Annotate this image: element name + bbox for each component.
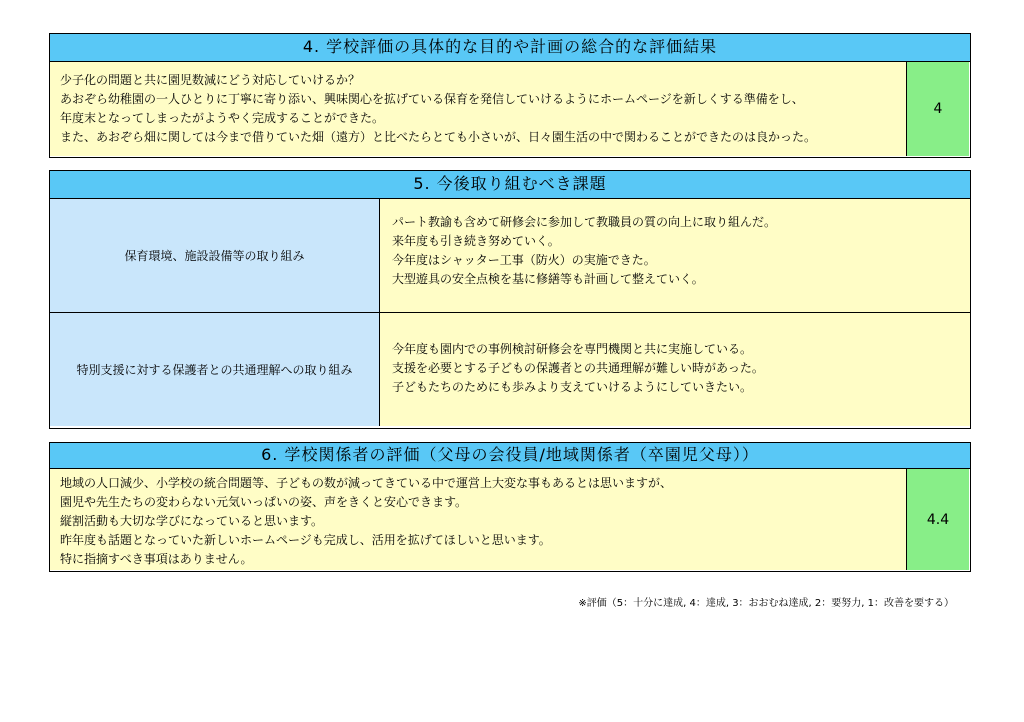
section-5 <box>49 170 971 429</box>
section-6-title: 6. 学校関係者の評価（父母の会役員/地域関係者（卒園児父母）） <box>50 443 970 469</box>
section-4-text <box>50 62 906 156</box>
text-line: 今年度はシャッター工事（防火）の実施できた。 <box>392 253 656 267</box>
text-line: 支援を必要とする子どもの保護者との共通理解が難しい時があった。 <box>392 361 764 375</box>
text-line: また、あおぞら畑に関しては今まで借りていた畑（遠方）と比べたらとても小さいが、日々園生活の中で関わることができたのは良かった。 <box>60 130 817 144</box>
section-5-title: 5. 今後取り組むべき課題 <box>50 171 970 199</box>
issue-text <box>380 313 970 426</box>
section-4 <box>49 33 971 158</box>
section-6-score: 4.4 <box>906 469 969 570</box>
text-line: 地域の人口減少、小学校の統合問題等、子どもの数が減ってきている中で運営上大変な事もあるとは思いますが、 <box>60 476 673 490</box>
section-4-score: 4 <box>906 62 969 156</box>
text-line: パート教諭も含めて研修会に参加して教職員の質の向上に取り組んだ。 <box>392 215 777 229</box>
text-line: 園児や先生たちの変わらない元気いっぱいの姿、声をきくと安心できます。 <box>60 495 468 509</box>
text-line: あおぞら幼稚園の一人ひとりに丁寧に寄り添い、興味関心を拡げている保育を発信していけるようにホームページを新しくする準備をし、 <box>60 92 804 106</box>
text-line: 大型遊具の安全点検を基に修繕等も計画して整えていく。 <box>392 272 704 286</box>
text-line: 縦割活動も大切な学びになっていると思います。 <box>60 514 324 528</box>
section-4-title: 4. 学校評価の具体的な目的や計画の総合的な評価結果 <box>50 34 970 62</box>
text-line: 特に指摘すべき事項はありません。 <box>60 552 253 566</box>
text-line: 今年度も園内での事例検討研修会を専門機関と共に実施している。 <box>392 342 753 356</box>
text-line: 年度末となってしまったがようやく完成することができた。 <box>60 111 385 125</box>
text-line: 少子化の問題と共に園児数減にどう対応していけるか？ <box>60 73 361 87</box>
section-6 <box>49 442 971 572</box>
text-line: 子どもたちのためにも歩みより支えていけるようにしていきたい。 <box>392 380 753 394</box>
text-line: 昨年度も話題となっていた新しいホームページも完成し、活用を拡げてほしいと思います。 <box>60 533 551 547</box>
issue-label: 保育環境、施設設備等の取り組み <box>50 199 380 312</box>
text-line: 来年度も引き続き努めていく。 <box>392 234 560 248</box>
issue-label: 特別支援に対する保護者との共通理解への取り組み <box>50 313 380 426</box>
section-6-text <box>50 469 906 570</box>
issue-text <box>380 199 970 312</box>
rating-footnote: ※評価（5：十分に達成, 4：達成, 3：おおむね達成, 2：要努力, 1：改善を要する） <box>578 598 954 609</box>
